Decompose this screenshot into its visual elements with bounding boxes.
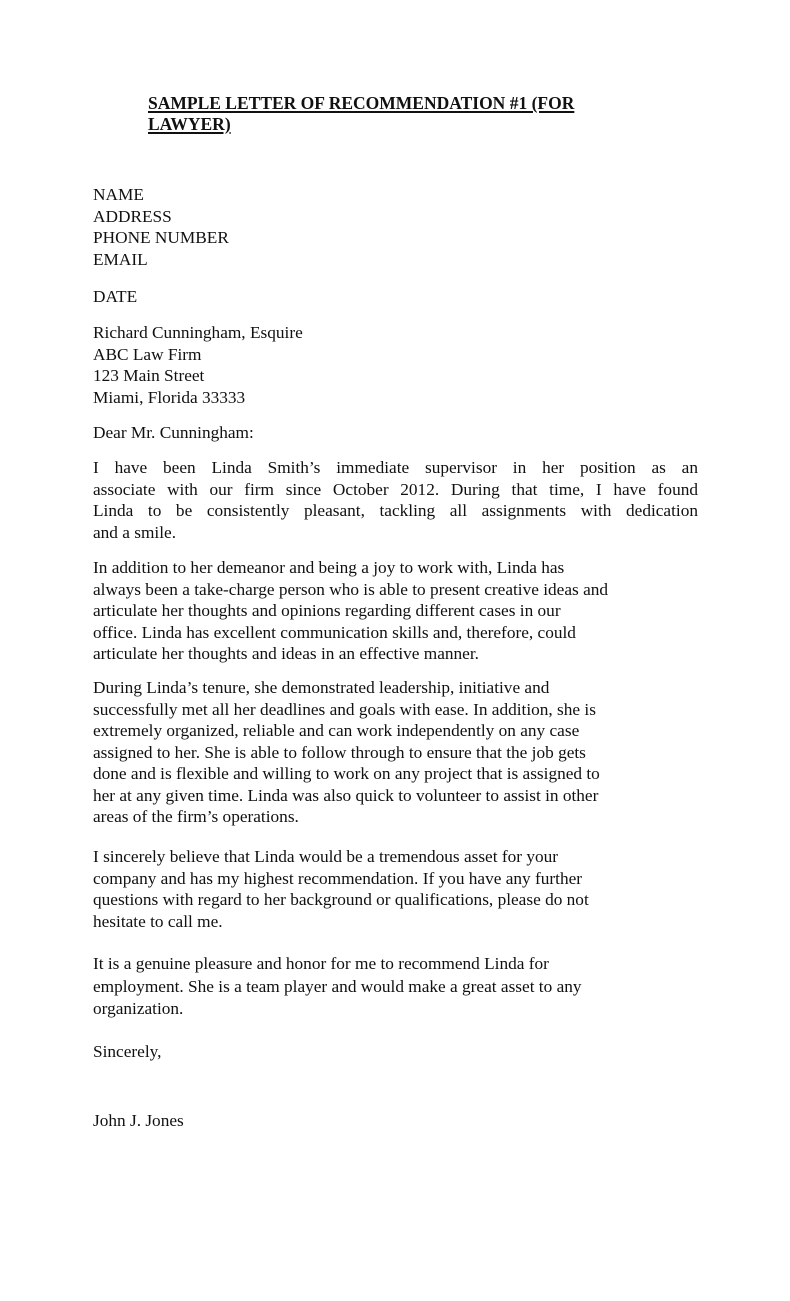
paragraph-line: Linda to be consistently pleasant, tackling all assignments with dedication (93, 501, 698, 520)
sender-address: ADDRESS (93, 206, 172, 226)
paragraph-line: assigned to her. She is able to follow through to ensure that the job gets (93, 742, 586, 762)
paragraph-line: and a smile. (93, 522, 177, 542)
date: DATE (93, 287, 138, 306)
paragraph-line: her at any given time. Linda was also quick to volunteer to assist in other (93, 785, 599, 805)
recipient-street: 123 Main Street (93, 366, 205, 385)
sender-phone: PHONE NUMBER (93, 228, 229, 247)
paragraph-1 (93, 457, 698, 543)
recipient-block (93, 322, 698, 408)
sender-name: NAME (93, 185, 144, 204)
paragraph-line: areas of the firm’s operations. (93, 807, 299, 826)
paragraph-line: questions with regard to her background or qualifications, please do not (93, 890, 589, 909)
paragraph-line: company and has my highest recommendation. If you have any further (93, 868, 583, 888)
closing-text: Sincerely, (93, 1042, 162, 1061)
paragraph-line: In addition to her demeanor and being a joy to work with, Linda has (93, 558, 565, 577)
paragraph-line: done and is flexible and willing to work on any project that is assigned to (93, 764, 600, 783)
page-title (148, 93, 648, 135)
paragraph-line: extremely organized, reliable and can work independently on any case (93, 721, 580, 740)
paragraph-line: I have been Linda Smith’s immediate supervisor in her position as an (93, 458, 698, 477)
paragraph-line: associate with our firm since October 2012. During that time, I have found (93, 479, 698, 499)
signature (93, 1110, 698, 1132)
recipient-name: Richard Cunningham, Esquire (93, 323, 303, 342)
paragraph-3 (93, 677, 698, 828)
signature-name: John J. Jones (93, 1111, 184, 1130)
paragraph-line: articulate her thoughts and ideas in an effective manner. (93, 644, 479, 663)
paragraph-line: articulate her thoughts and opinions regarding different cases in our (93, 601, 561, 620)
paragraph-line: office. Linda has excellent communication skills and, therefore, could (93, 622, 576, 642)
salutation (93, 422, 698, 444)
sender-email: EMAIL (93, 249, 148, 269)
paragraph-line: employment. She is a team player and would make a great asset to any (93, 976, 582, 996)
recipient-city: Miami, Florida 33333 (93, 387, 246, 407)
salutation-text: Dear Mr. Cunningham: (93, 423, 254, 442)
paragraph-line: successfully met all her deadlines and goals with ease. In addition, she is (93, 699, 596, 719)
paragraph-line: hesitate to call me. (93, 911, 223, 931)
closing (93, 1041, 698, 1063)
sender-block (93, 184, 698, 270)
paragraph-4 (93, 846, 698, 932)
paragraph-line: I sincerely believe that Linda would be a tremendous asset for your (93, 847, 558, 866)
title-line-2: LAWYER) (148, 114, 231, 134)
paragraph-line: It is a genuine pleasure and honor for me to recommend Linda for (93, 954, 549, 973)
date-line (93, 286, 698, 308)
title-line-1: SAMPLE LETTER OF RECOMMENDATION #1 (FOR (148, 93, 575, 113)
paragraph-line: During Linda’s tenure, she demonstrated leadership, initiative and (93, 678, 550, 697)
paragraph-2 (93, 557, 698, 665)
paragraph-line: always been a take-charge person who is able to present creative ideas and (93, 579, 609, 599)
paragraph-5 (93, 953, 698, 1020)
paragraph-line: organization. (93, 999, 184, 1018)
recipient-firm: ABC Law Firm (93, 344, 202, 364)
